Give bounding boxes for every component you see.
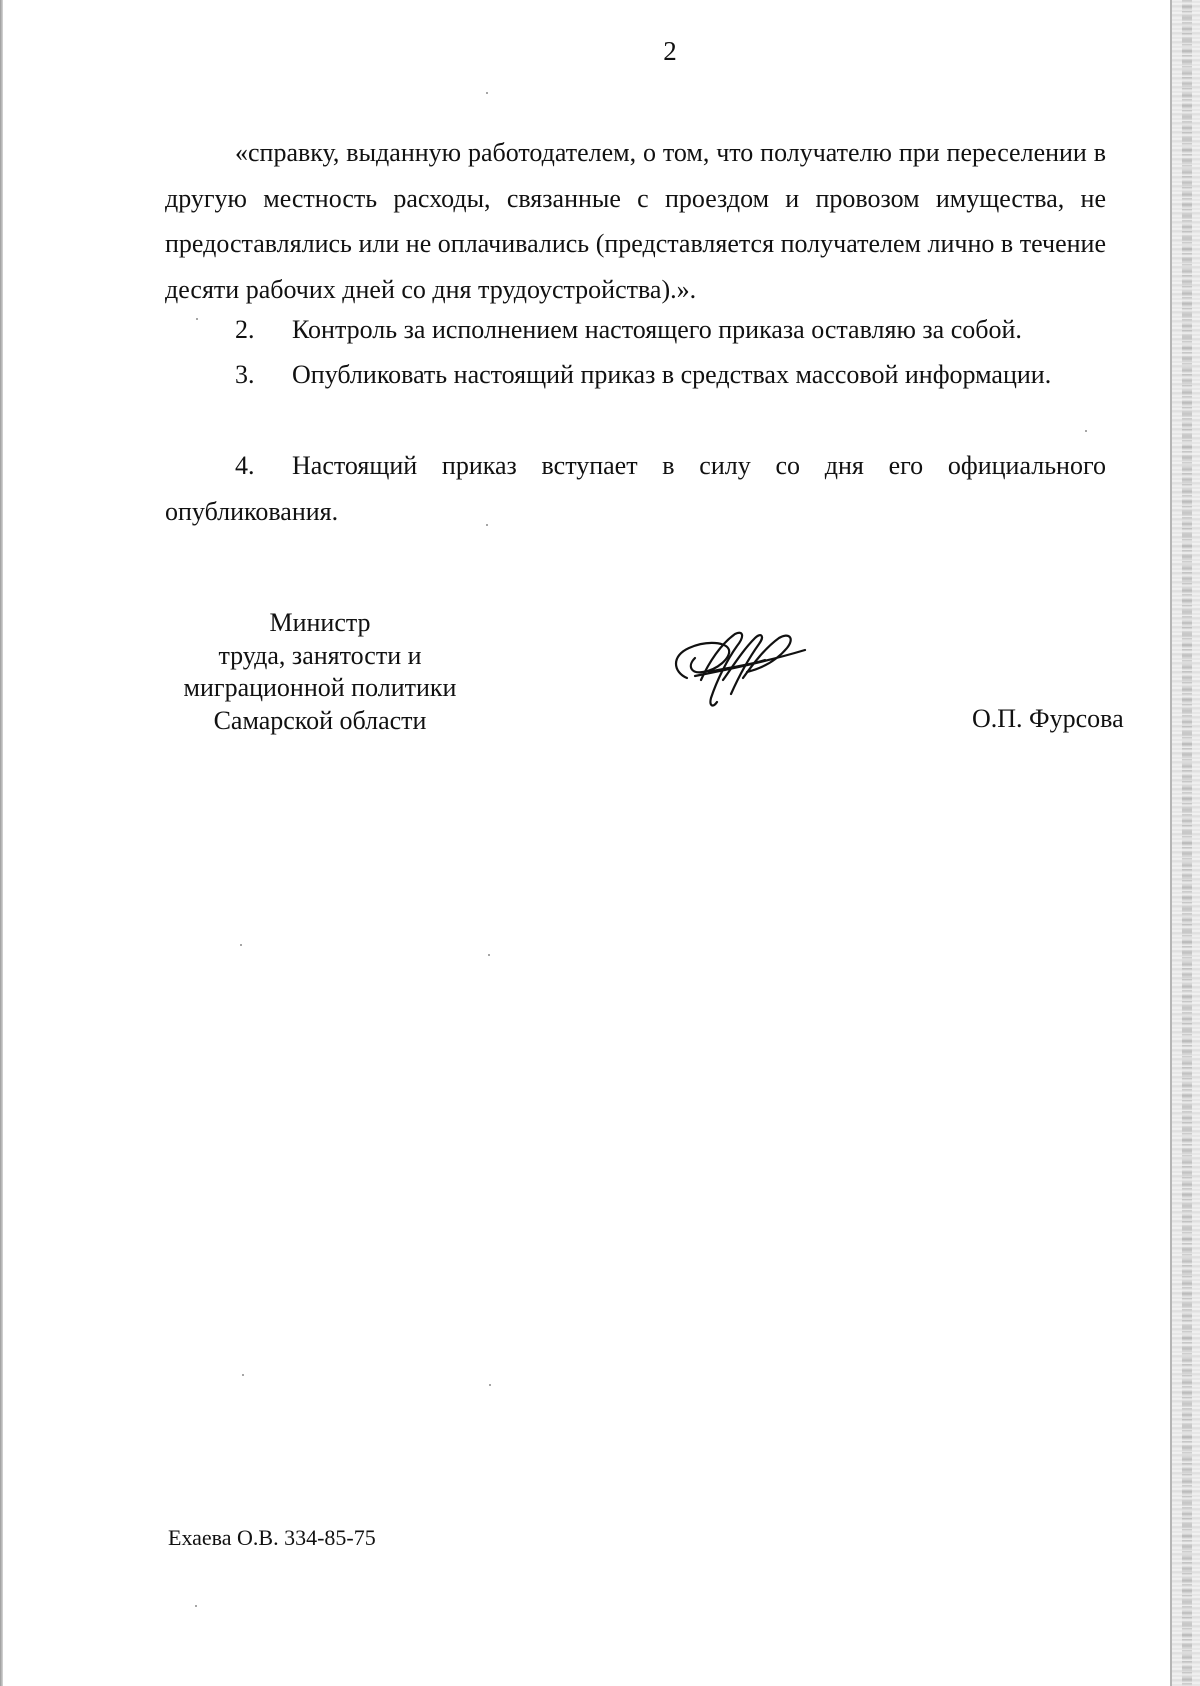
signatory-title-line: Самарской области xyxy=(213,705,427,735)
paragraph-item-3 xyxy=(165,352,1106,398)
scan-speck xyxy=(195,1605,197,1607)
scan-speck xyxy=(196,318,198,320)
paragraph-quote-text: «справку, выданную работодателем, о том, что получателю при переселении в другую местность расходы, связанные с проездом и провозом имущества, не предоставлялись или не оплачивались (представляется получателем лично в течение десяти рабочих дней со дня трудоустройства).». xyxy=(165,138,1106,304)
item-number: 4. xyxy=(235,451,255,480)
signatory-title-block xyxy=(160,607,480,737)
scan-speck xyxy=(489,1384,491,1386)
signer-name: О.П. Фурсова xyxy=(972,704,1124,733)
scan-speck xyxy=(240,944,242,946)
item-number: 2. xyxy=(235,315,255,344)
scan-speck xyxy=(242,1374,244,1376)
page-number: 2 xyxy=(663,36,677,66)
item-number: 3. xyxy=(235,360,255,389)
scan-speck xyxy=(1085,430,1087,432)
scan-speck xyxy=(486,92,488,94)
scan-edge-right xyxy=(1170,0,1200,1686)
paragraph-item-2 xyxy=(165,307,1106,353)
signatory-title-line: миграционной политики xyxy=(183,673,457,702)
executor-contact: Ехаева О.В. 334-85-75 xyxy=(168,1525,376,1550)
item-text: Настоящий приказ вступает в силу со дня его официального опубликования. xyxy=(165,451,1106,526)
paragraph-item-4 xyxy=(165,443,1106,534)
handwritten-signature-icon xyxy=(665,620,815,720)
signatory-title-line: труда, занятости и xyxy=(218,640,422,670)
item-text: Контроль за исполнением настоящего приказа оставляю за собой. xyxy=(292,315,1022,344)
scan-edge-left xyxy=(0,0,3,1686)
paragraph-quote xyxy=(165,130,1106,312)
scan-speck xyxy=(488,954,490,956)
signatory-title-line: Министр xyxy=(269,608,371,637)
scan-speck xyxy=(486,524,488,526)
item-text: Опубликовать настоящий приказ в средствах массовой информации. xyxy=(292,360,1052,389)
